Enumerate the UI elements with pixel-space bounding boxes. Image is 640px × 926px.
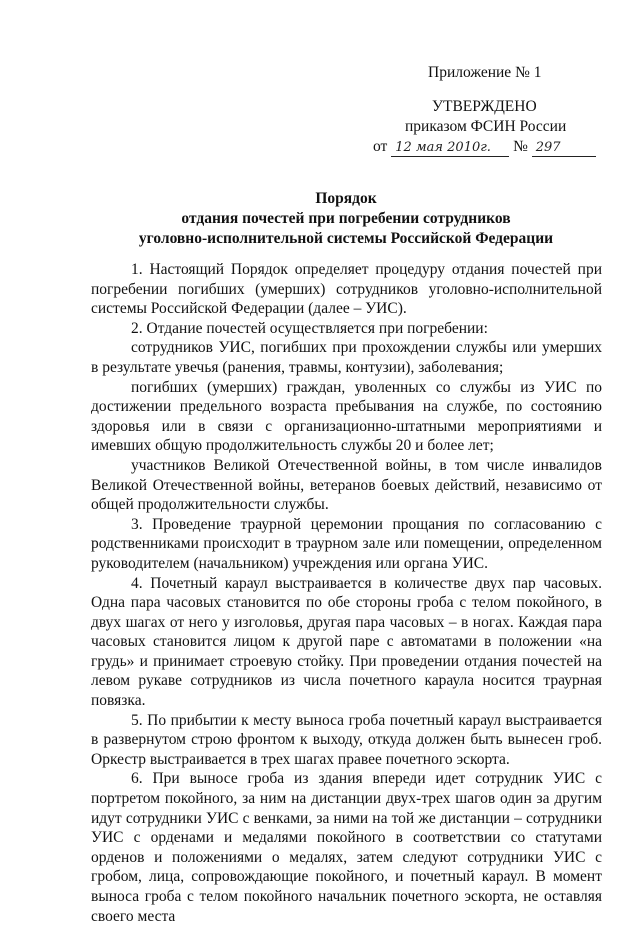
title-line-3: уголовно-исполнительной системы Российской Федерации — [138, 230, 554, 247]
number-prefix: № — [513, 138, 528, 155]
order-date-number-line — [373, 138, 596, 157]
paragraph: 1. Настоящий Порядок определяет процедуру отдания почестей при погребении погибших (умерших) сотрудников уголовно-исполнительной системы Российской Федерации (далее – УИС). — [91, 261, 602, 318]
order-reference: приказом ФСИН России — [405, 118, 567, 135]
date-prefix: от — [373, 138, 388, 155]
paragraph: 3. Проведение траурной церемонии прощания по согласованию с родственниками происходит в траурном зале или помещении, определенном руководителем (начальником) учреждения или органа УИС. — [91, 515, 602, 572]
handwritten-date: 12 мая 2010г. — [391, 140, 509, 157]
approved-stamp: УТВЕРЖДЕНО — [432, 98, 537, 115]
paragraph: погибших (умерших) граждан, уволенных со службы из УИС по достижении предельного возраста пребывания на службе, по состоянию здоровья или в связи с организационно-штатными мероприятиями и имевших общую продолжительность службы 20 и более лет; — [91, 378, 602, 455]
paragraph: сотрудников УИС, погибших при прохождении службы или умерших в результате увечья (ранения, травмы, контузии), заболевания; — [91, 339, 602, 376]
handwritten-number: 297 — [532, 140, 596, 157]
paragraph: 2. Отдание почестей осуществляется при погребении: — [131, 319, 488, 337]
paragraph: 4. Почетный караул выстраивается в количестве двух пар часовых. Одна пара часовых становится по обе стороны гроба с телом покойного, в двух шагах от него у изголовья, другая пара часовых – в ногах. Каждая пара часовых становится лицом к другой паре с автоматами в положении «на грудь» и принимает строевую стойку. При проведении отдания почестей на левом рукаве сотрудников из числа почетного караула носится траурная повязка. — [91, 574, 602, 710]
title-line-1: Порядок — [315, 190, 377, 207]
appendix-label: Приложение № 1 — [428, 64, 542, 81]
document-title — [90, 189, 602, 249]
paragraph: 5. По прибытии к месту выноса гроба почетный караул выстраивается в развернутом строю фронтом к выходу, откуда должен быть вынесен гроб. Оркестр выстраивается в трех шагах правее почетного эскорта. — [91, 711, 602, 768]
document-body — [91, 260, 602, 926]
paragraph: 6. При выносе гроба из здания впереди идет сотрудник УИС с портретом покойного, за ним на дистанции двух-трех шагов один за другим идут сотрудники УИС с венками, за ними на той же дистанции – сотрудники УИС с орденами и медалями покойного в соответствии со статутами орденов и положениями о медалях, затем следуют сотрудники УИС с гробом, лица, сопровождающие покойного, и почетный караул. В момент выноса гроба с телом покойного начальник почетного эскорта, не оставляя своего места — [91, 770, 602, 925]
paragraph: участников Великой Отечественной войны, в том числе инвалидов Великой Отечественной войны, ветеранов боевых действий, независимо от общей продолжительности службы. — [91, 456, 602, 514]
title-line-2: отдания почестей при погребении сотрудников — [181, 210, 511, 227]
